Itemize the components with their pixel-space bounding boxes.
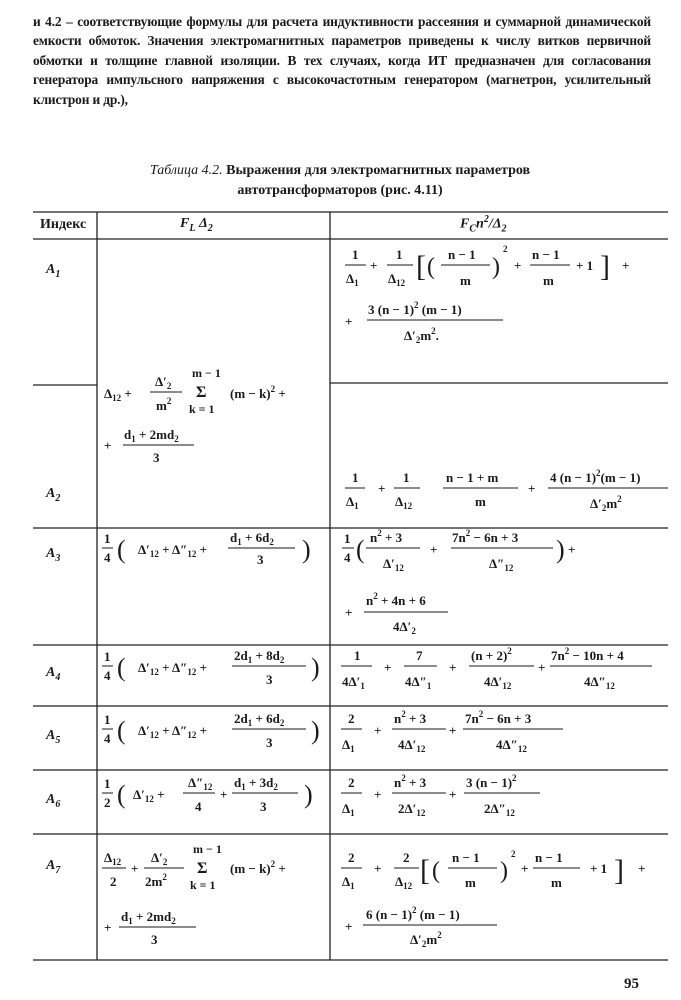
svg-text:1: 1 [104, 649, 111, 664]
svg-text:Δ1: $\Delta_1$ [342, 874, 355, 891]
svg-text:+: + [345, 919, 353, 934]
svg-text:4Δ″12: $4\Delta''_{12}$ [496, 737, 527, 754]
svg-text:n − 1: n − 1 [535, 850, 563, 865]
formula-fc-a2 [346, 468, 640, 513]
svg-text:3: 3 [260, 799, 267, 814]
svg-text:+: + [220, 787, 228, 802]
svg-text:n − 1: n − 1 [532, 247, 560, 262]
svg-text:4: 4 [344, 550, 351, 565]
svg-text:m: m [475, 494, 486, 509]
table-caption-label: Таблица 4.2. [149, 163, 223, 178]
svg-text:[: [ [420, 854, 430, 887]
svg-text:3: 3 [151, 932, 158, 947]
svg-text:d1 + 2md2: $d_1 + 2md_2$ [121, 909, 176, 926]
svg-text:2: 2 [348, 711, 355, 726]
svg-text:(: ( [432, 858, 440, 884]
svg-text:d1 + 6d2: $d_1 + 6d_2$ [230, 530, 274, 547]
svg-text:6 (n − 1)2 (m − 1): 6 $(n - 1)^2$ (m − 1) [366, 905, 460, 922]
svg-text:+: + [521, 861, 529, 876]
svg-text:Δ′12 + Δ″12 +: $\Delta'_{12} + \Delta''_{12}$ + [138, 723, 208, 740]
svg-text:(: ( [117, 780, 126, 809]
svg-text:3: 3 [257, 552, 264, 567]
svg-text:+: + [374, 723, 382, 738]
svg-text:2: 2 [403, 850, 410, 865]
svg-text:4: 4 [104, 550, 111, 565]
svg-text:): ) [311, 716, 320, 745]
svg-text:Δ12 +: $\Delta_{12}$ + [104, 386, 132, 403]
formula-fl-a5 [104, 711, 320, 750]
svg-text:4Δ′1: $4\Delta'_1$ [342, 674, 365, 691]
svg-text:2: 2 [348, 850, 355, 865]
svg-text:4Δ″12: $4\Delta''_{12}$ [584, 674, 615, 691]
svg-text:(: ( [117, 653, 126, 682]
svg-text:7n2 − 10n + 4: $7n^2 - 10n + 4$ [551, 646, 624, 663]
svg-text:): ) [311, 653, 320, 682]
svg-text:Δ′12 +: $\Delta'_{12}$ + [133, 787, 165, 804]
formula-fl-a1a2 [104, 366, 286, 465]
svg-text:n − 1 + m: n − 1 + m [446, 470, 499, 485]
svg-text:): ) [556, 535, 565, 564]
table-caption-title: Выражения для электромагнитных параметров [226, 163, 531, 178]
svg-text:[: [ [416, 250, 426, 283]
svg-text:4Δ″1: $4\Delta''_1$ [405, 674, 432, 691]
svg-text:4: 4 [104, 668, 111, 683]
svg-text:+: + [538, 660, 546, 675]
svg-text:n2 + 3: $n^2 + 3$ [394, 773, 427, 790]
svg-text:2: 2 [511, 849, 516, 859]
formula-fc-a6 [342, 773, 517, 818]
svg-text:+: + [370, 258, 378, 273]
intro-paragraph: и 4.2 – соответствующие формулы для расчета индуктивности рассеяния и суммарной динамической емкости обмоток. Значения электромагнитных параметров приведены к числу витков первичной обмотки и толщине главной изоляции. В тех случаях, когда ИТ предназначен для согласования генератора импульсного напряжения с высокочастотным генератором (магнетрон, усилительный клистрон и др.), [33, 14, 651, 107]
svg-text:7: 7 [416, 648, 423, 663]
svg-text:7n2 − 6n + 3: $7n^2 - 6n + 3$ [452, 528, 519, 545]
svg-text:1: 1 [396, 247, 403, 262]
svg-text:Δ1: $\Delta_1$ [342, 801, 355, 818]
row-index-a5: $A_5$ [46, 728, 61, 746]
svg-text:d1 + 3d2: $d_1 + 3d_2$ [234, 775, 278, 792]
svg-text:n − 1: n − 1 [452, 850, 480, 865]
row-index-a1: $A_1$ [46, 262, 61, 280]
formula-fl-a4 [104, 648, 320, 687]
svg-text:): ) [302, 535, 311, 564]
svg-text:m − 1: m − 1 [193, 842, 222, 856]
svg-text:+: + [528, 481, 536, 496]
svg-text:): ) [500, 858, 508, 884]
formula-fc-a3 [344, 528, 575, 636]
svg-text:Δ′2m2: $\Delta'_2m^2$ [410, 930, 442, 949]
svg-text:m2: $m^2$ [156, 396, 172, 413]
svg-text:m: m [460, 273, 471, 288]
svg-text:+: + [638, 861, 646, 876]
svg-text:Σ: Σ [197, 860, 208, 877]
formula-fc-a7 [342, 849, 645, 949]
svg-text:k = 1: k = 1 [189, 402, 215, 416]
svg-text:Δ1: $\Delta_1$ [346, 494, 359, 511]
svg-text:Δ1: $\Delta_1$ [346, 271, 359, 288]
svg-text:(: ( [356, 535, 365, 564]
svg-text:(m − k)2 +: $(m - k)^2$ + [230, 384, 286, 401]
header-fc: $F_Cn^2/\Delta_2$ [460, 214, 507, 235]
svg-text:n2 + 4n + 6: $n^2 + 4n + 6$ [366, 591, 426, 608]
svg-text:d1 + 2md2: $d_1 + 2md_2$ [124, 427, 179, 444]
formula-fl-a6 [104, 775, 313, 814]
svg-text:Δ′2: $\Delta'_2$ [155, 374, 172, 391]
svg-text:k = 1: k = 1 [190, 878, 216, 892]
svg-text:n − 1: n − 1 [448, 247, 476, 262]
svg-text:+: + [104, 920, 112, 935]
svg-text:(: ( [117, 535, 126, 564]
svg-text:Δ12: $\Delta_{12}$ [388, 271, 406, 288]
header-fl: $F_L$ $\Delta_2$ [180, 216, 213, 234]
svg-text:4Δ′12: $4\Delta'_{12}$ [484, 674, 512, 691]
svg-text:4Δ′2: $4\Delta'_2$ [393, 619, 416, 636]
svg-text:+: + [622, 258, 630, 273]
svg-text:1: 1 [352, 247, 359, 262]
svg-text:n2 + 3: $n^2 + 3$ [370, 528, 403, 545]
svg-text:2: 2 [503, 244, 508, 254]
header-index: Индекс [40, 217, 87, 232]
svg-text:2: 2 [104, 795, 111, 810]
svg-text:2m2: $2m^2$ [145, 872, 167, 889]
svg-text:4 (n − 1)2(m − 1): 4 $(n - 1)^2(m - 1)$ [550, 468, 641, 485]
svg-text:+: + [568, 542, 576, 557]
svg-text:+: + [449, 723, 457, 738]
svg-text:3: 3 [266, 672, 273, 687]
svg-text:+: + [514, 258, 522, 273]
svg-text:1: 1 [104, 712, 111, 727]
svg-text:(: ( [427, 254, 435, 280]
svg-text:Δ12: $\Delta_{12}$ [395, 494, 413, 511]
svg-text:1: 1 [354, 648, 361, 663]
formula-fl-a7 [104, 842, 286, 947]
svg-text:]: ] [600, 250, 610, 283]
svg-text:2d1 + 8d2: $2d_1 + 8d_2$ [234, 648, 285, 665]
svg-text:1: 1 [104, 776, 111, 791]
svg-text:+ 1: + 1 [590, 861, 608, 876]
row-index-a7: $A_7$ [46, 858, 61, 876]
svg-text:4Δ′12: $4\Delta'_{12}$ [398, 737, 426, 754]
svg-text:Δ12: $\Delta_{12}$ [395, 874, 413, 891]
svg-text:+: + [104, 438, 112, 453]
svg-text:Δ′2m2: $\Delta'_2m^2$ [590, 494, 622, 513]
page-number: 95 [624, 976, 639, 992]
svg-text:2Δ′12: $2\Delta'_{12}$ [398, 801, 426, 818]
svg-text:Σ: Σ [196, 384, 207, 401]
row-index-a3: $A_3$ [46, 546, 61, 564]
svg-text:+: + [345, 605, 353, 620]
svg-text:1: 1 [104, 531, 111, 546]
svg-text:(n + 2)2: $(n + 2)^2$ [471, 646, 512, 663]
formula-fc-a4 [342, 646, 624, 691]
svg-text:+ 1: + 1 [576, 258, 594, 273]
svg-text:1: 1 [403, 470, 410, 485]
svg-text:): ) [304, 780, 313, 809]
svg-text:Δ1: $\Delta_1$ [342, 737, 355, 754]
svg-text:+: + [449, 787, 457, 802]
svg-text:): ) [492, 254, 500, 280]
svg-text:2: 2 [110, 874, 117, 889]
row-index-a6: $A_6$ [46, 792, 61, 810]
formula-fc-a1 [345, 244, 629, 345]
svg-text:3: 3 [153, 450, 160, 465]
svg-text:(m − k)2 +: $(m - k)^2$ + [230, 859, 286, 876]
svg-text:3: 3 [266, 735, 273, 750]
svg-text:+: + [374, 861, 382, 876]
svg-text:4: 4 [195, 799, 202, 814]
svg-text:]: ] [614, 854, 624, 887]
svg-text:Δ″12: $\Delta''_{12}$ [489, 556, 514, 573]
row-index-a4: $A_4$ [46, 665, 61, 683]
svg-text:Δ12: $\Delta_{12}$ [104, 850, 122, 867]
svg-text:+: + [430, 542, 438, 557]
table-caption-line2: автотрансформаторов (рис. 4.11) [237, 183, 443, 198]
row-index-a2: $A_2$ [46, 486, 61, 504]
svg-text:Δ′2m2.: $\Delta'_2m^2$. [404, 326, 439, 345]
svg-text:Δ″12: $\Delta''_{12}$ [188, 775, 213, 792]
svg-text:7n2 − 6n + 3: $7n^2 - 6n + 3$ [465, 709, 532, 726]
svg-text:+: + [374, 787, 382, 802]
svg-text:Δ′12 + Δ″12 +: $\Delta'_{12} + \Delta''_{12}$ + [138, 542, 208, 559]
svg-text:4: 4 [104, 731, 111, 746]
svg-text:1: 1 [352, 470, 359, 485]
svg-text:m: m [543, 273, 554, 288]
svg-text:+: + [345, 314, 353, 329]
svg-text:m: m [551, 875, 562, 890]
svg-text:Δ′12 + Δ″12 +: $\Delta'_{12} + \Delta''_{12}$ + [138, 660, 208, 677]
svg-text:n2 + 3: $n^2 + 3$ [394, 709, 427, 726]
svg-text:1: 1 [344, 531, 351, 546]
svg-text:Δ′12: $\Delta'_{12}$ [383, 556, 404, 573]
svg-text:+: + [131, 861, 139, 876]
svg-text:m − 1: m − 1 [192, 366, 221, 380]
svg-text:+: + [384, 660, 392, 675]
svg-text:+: + [449, 660, 457, 675]
svg-text:m: m [465, 875, 476, 890]
svg-text:2d1 + 6d2: $2d_1 + 6d_2$ [234, 711, 285, 728]
svg-text:3 (n − 1)2 (m − 1): 3 $(n - 1)^2$ (m − 1) [368, 300, 462, 317]
svg-text:(: ( [117, 716, 126, 745]
formula-fc-a5 [342, 709, 532, 754]
svg-text:3 (n − 1)2: 3 $(n - 1)^2$ [466, 773, 517, 790]
svg-text:2: 2 [348, 775, 355, 790]
svg-text:2Δ″12: $2\Delta''_{12}$ [484, 801, 515, 818]
svg-text:Δ′2: $\Delta'_2$ [151, 850, 168, 867]
svg-text:+: + [378, 481, 386, 496]
